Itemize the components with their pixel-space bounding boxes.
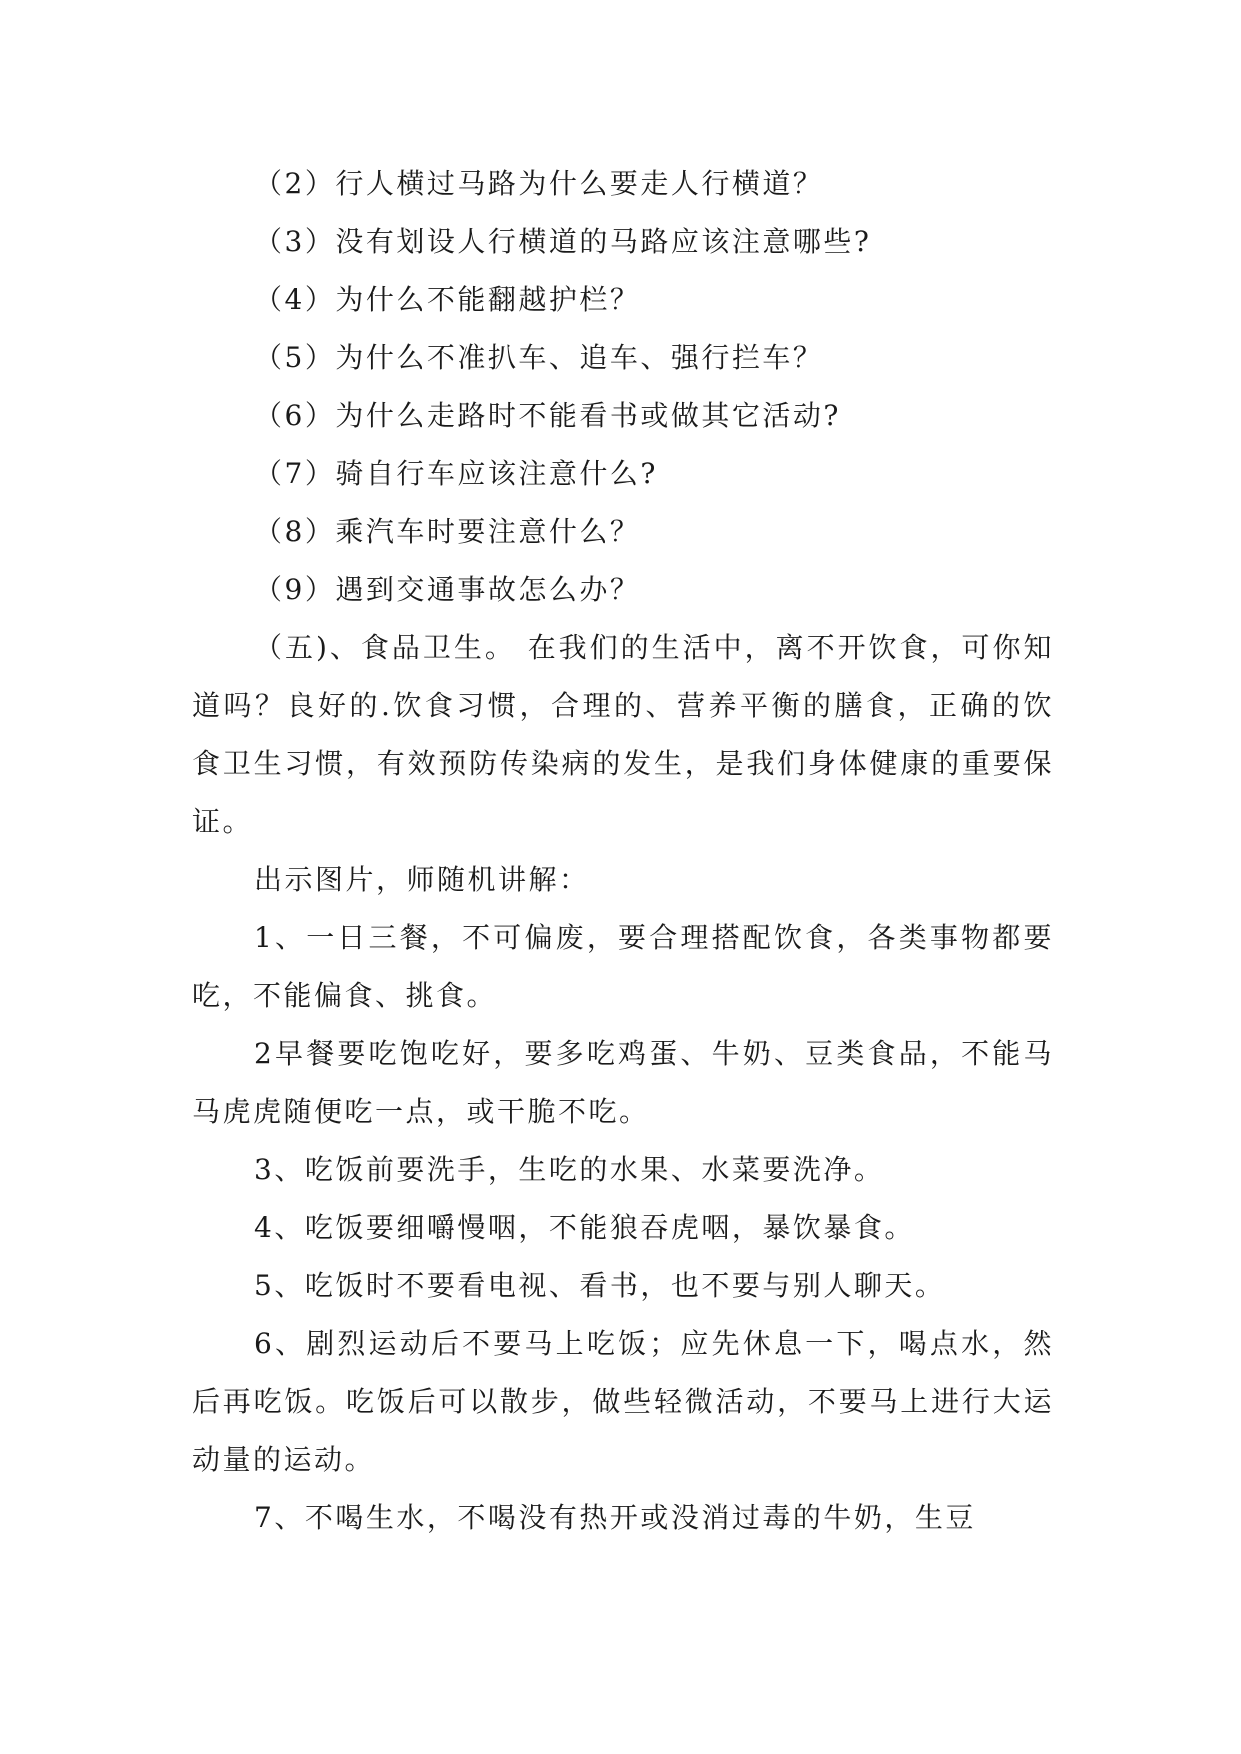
show-pictures-line: 出示图片，师随机讲解： — [254, 863, 590, 896]
tip-6: 6、剧烈运动后不要马上吃饭；应先休息一下，喝点水，然后再吃饭。吃饭后可以散步，做些轻微活动，不要马上进行大运动量的运动。 — [192, 1327, 1054, 1476]
document-body — [192, 155, 1054, 1547]
question-2: （2）行人横过马路为什么要走人行横道？ — [254, 167, 824, 200]
question-6: （6）为什么走路时不能看书或做其它活动? — [254, 399, 841, 432]
tip-7: 7、不喝生水，不喝没有热开或没消过毒的牛奶，生豆 — [254, 1501, 976, 1534]
tip-5: 5、吃饭时不要看电视、看书，也不要与别人聊天。 — [254, 1269, 946, 1302]
question-5: （5）为什么不准扒车、追车、强行拦车？ — [254, 341, 824, 374]
question-8: （8）乘汽车时要注意什么？ — [254, 515, 641, 548]
tip-2: 2早餐要吃饱吃好，要多吃鸡蛋、牛奶、豆类食品，不能马马虎虎随便吃一点，或干脆不吃。 — [192, 1037, 1054, 1128]
question-4: （4）为什么不能翻越护栏？ — [254, 283, 641, 316]
tip-4: 4、吃饭要细嚼慢咽，不能狼吞虎咽，暴饮暴食。 — [254, 1211, 915, 1244]
question-7: （7）骑自行车应该注意什么? — [254, 457, 658, 490]
tip-3: 3、吃饭前要洗手，生吃的水果、水菜要洗净。 — [254, 1153, 885, 1186]
question-9: （9）遇到交通事故怎么办？ — [254, 573, 641, 606]
question-3: （3）没有划设人行横道的马路应该注意哪些? — [254, 225, 872, 258]
food-hygiene-intro: （五)、食品卫生。 在我们的生活中，离不开饮食，可你知道吗？良好的.饮食习惯，合理的、营养平衡的膳食，正确的饮食卫生习惯，有效预防传染病的发生，是我们身体健康的重要保证。 — [192, 631, 1054, 838]
tip-1: 1、一日三餐，不可偏废，要合理搭配饮食，各类事物都要吃，不能偏食、挑食。 — [192, 921, 1054, 1012]
